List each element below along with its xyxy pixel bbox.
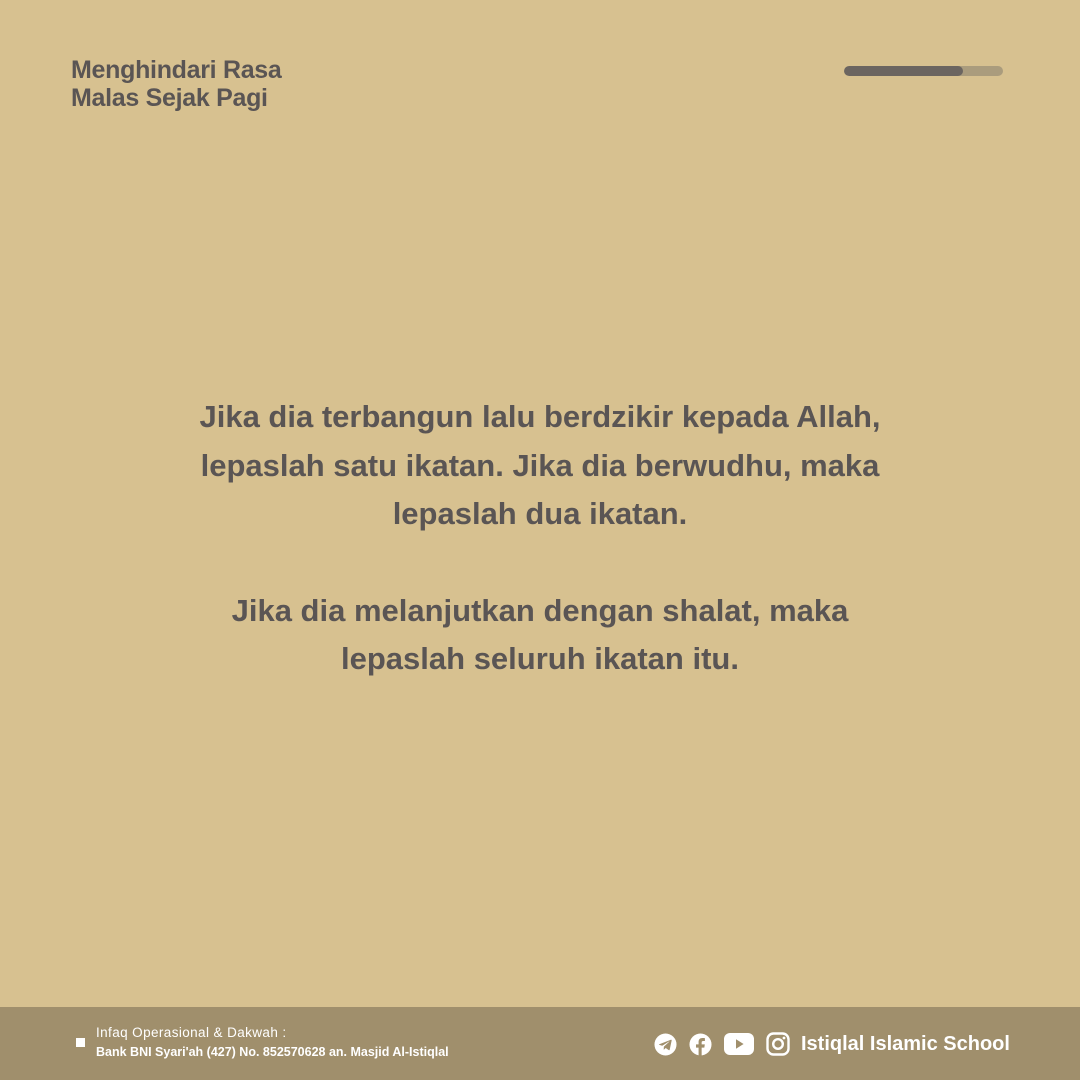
bullet-square-icon [76, 1038, 85, 1047]
quote-line: Jika dia terbangun lalu berdzikir kepada Allah, [199, 399, 881, 434]
footer-bar [0, 1007, 1080, 1080]
slide-progress-fill [844, 66, 963, 76]
slide-progress-bar [844, 66, 1003, 76]
facebook-icon[interactable] [689, 1033, 712, 1056]
instagram-icon[interactable] [766, 1032, 790, 1056]
page-title [71, 56, 282, 112]
quote-line: lepaslah dua ikatan. [392, 496, 688, 531]
quote-paragraph-1 [120, 393, 960, 539]
infaq-label: Infaq Operasional & Dakwah : [96, 1025, 287, 1040]
social-icons [654, 1032, 802, 1056]
quote-line: Jika dia melanjutkan dengan shalat, maka [231, 592, 849, 628]
title-line-1: Menghindari Rasa [71, 56, 282, 84]
quote-paragraph-2 [120, 587, 960, 684]
telegram-icon[interactable] [654, 1033, 677, 1056]
quote-line: lepaslah satu ikatan. Jika dia berwudhu, maka [200, 447, 880, 483]
hadith-quote [120, 393, 960, 684]
school-name: Istiqlal Islamic School [801, 1033, 1010, 1055]
youtube-icon[interactable] [724, 1033, 754, 1055]
infaq-bank-account: Bank BNI Syari'ah (427) No. 852570628 an. Masjid Al-Istiqlal [96, 1045, 449, 1059]
quote-line: lepaslah seluruh ikatan itu. [341, 641, 739, 676]
title-line-2: Malas Sejak Pagi [71, 84, 268, 112]
